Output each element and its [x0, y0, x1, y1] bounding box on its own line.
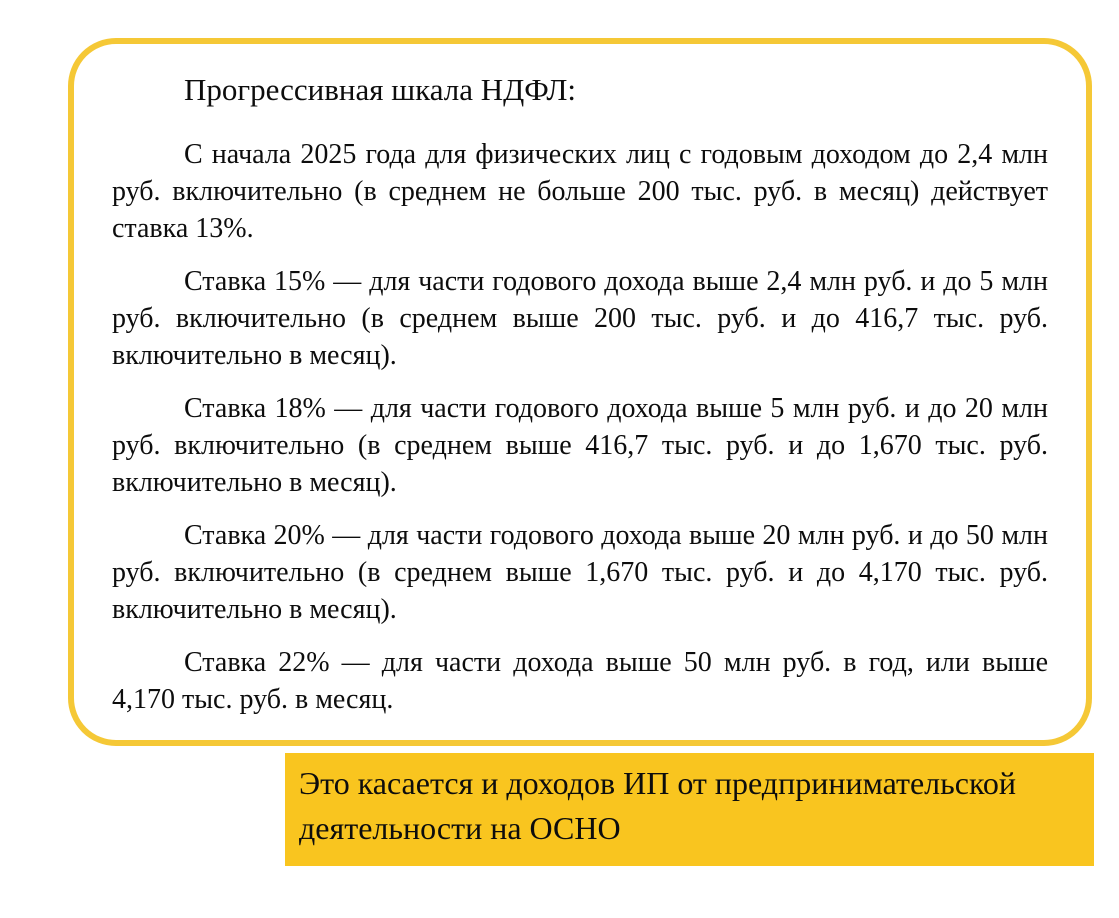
osno-callout-text: Это касается и доходов ИП от предпринимательской деятельности на ОСНО	[299, 765, 1016, 846]
tax-info-card	[68, 38, 1092, 746]
osno-callout	[285, 753, 1094, 866]
paragraph-rate-18: Ставка 18% — для части годового дохода выше 5 млн руб. и до 20 млн руб. включительно (в среднем выше 416,7 тыс. руб. и до 1,670 тыс. руб. включительно в месяц).	[112, 393, 1048, 498]
paragraph-rate-20: Ставка 20% — для части годового дохода выше 20 млн руб. и до 50 млн руб. включительно (в среднем выше 1,670 тыс. руб. и до 4,170 тыс. руб. включительно в месяц).	[112, 520, 1048, 625]
paragraph-rate-15: Ставка 15% — для части годового дохода выше 2,4 млн руб. и до 5 млн руб. включительно (в среднем выше 200 тыс. руб. и до 416,7 тыс. руб. включительно в месяц).	[112, 266, 1048, 371]
paragraph-rate-13: С начала 2025 года для физических лиц с годовым доходом до 2,4 млн руб. включительно (в среднем не больше 200 тыс. руб. в месяц) действует ставка 13%.	[112, 139, 1048, 244]
paragraph-rate-22: Ставка 22% — для части дохода выше 50 млн руб. в год, или выше 4,170 тыс. руб. в месяц.	[112, 647, 1048, 715]
card-title: Прогрессивная шкала НДФЛ:	[184, 72, 577, 107]
